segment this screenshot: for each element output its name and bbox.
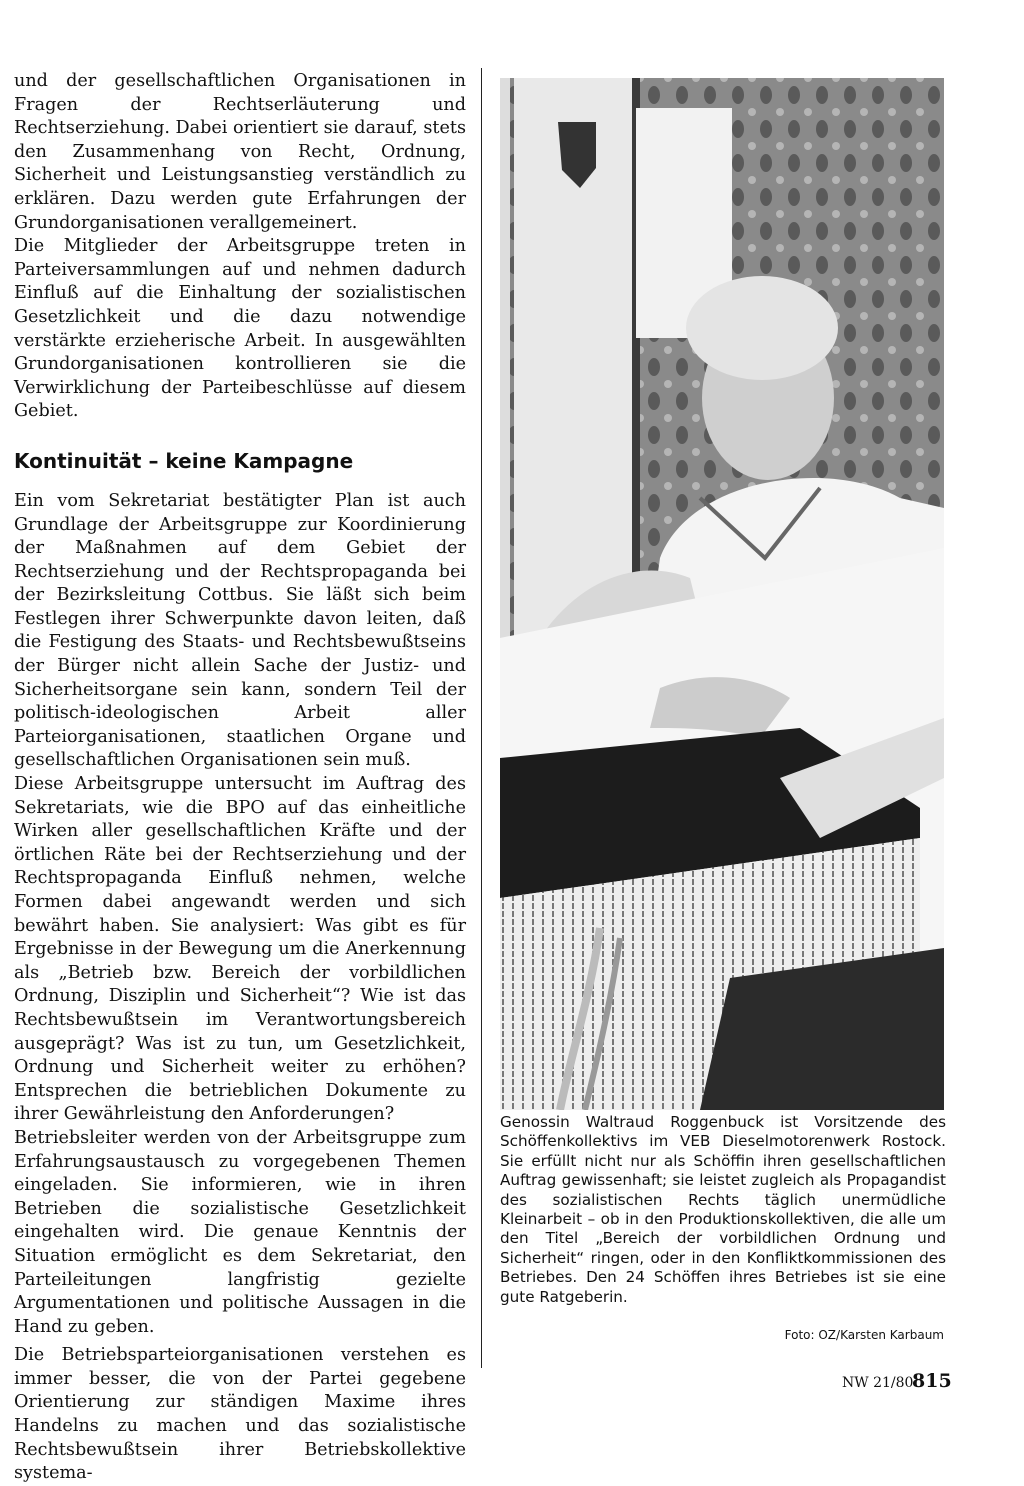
page-number: 815 (912, 1370, 952, 1392)
column-divider (481, 68, 482, 1368)
issue-label: NW 21/80 (842, 1375, 914, 1391)
article-paragraph: Die Mitglieder der Arbeitsgruppe treten in Parteiversammlungen auf und nehmen dadurch Einfluß auf die Einhaltung der sozialistischen Gesetzlichkeit und die dazu notwendige verstärkte erzieherische Arbeit. In ausgewählten Grundorganisationen kontrollieren sie die Verwirklichung der Parteibeschlüsse auf diesem Gebiet. (14, 236, 466, 422)
photo-illustration (500, 78, 944, 1110)
photo-caption: Genossin Waltraud Roggenbuck ist Vorsitzende des Schöffenkollektivs im VEB Dieselmotorenwerk Rostock. Sie erfüllt nicht nur als Schöffin ihren gesellschaftlichen Auftrag gewissenhaft; sie leistet zugleich als Propagandist des sozialistischen Rechts täglich unermüdliche Kleinarbeit – ob in den Produktionskollektiven, die alle um den Titel „Bereich der vorbildlichen Ordnung und Sicherheit“ ringen, oder in den Konfliktkommissionen des Betriebes. Den 24 Schöffen ihres Betriebes ist sie eine gute Ratgeberin. (500, 1113, 946, 1306)
article-paragraph: Diese Arbeitsgruppe untersucht im Auftrag des Sekretariats, wie die BPO auf das einheitliche Wirken aller gesellschaftlichen Kräfte und der örtlichen Räte bei der Rechtserziehung und der Rechtspropaganda Einfluß nehmen, welche Formen dabei angewandt werden und sich bewährt haben. Sie analysiert: Was gibt es für Ergebnisse in der Bewegung um die Anerkennung als „Betrieb bzw. Bereich der vorbildlichen Ordnung, Disziplin und Sicherheit“? Wie ist das Rechtsbewußtsein im Verantwortungsbereich ausgeprägt? Was ist zu tun, um Gesetzlichkeit, Ordnung und Sicherheit weiter zu erhöhen? Entsprechen die betrieblichen Dokumente zu ihrer Gewährleistung den Anforderungen? (14, 774, 466, 1125)
article-paragraph: und der gesellschaftlichen Organisationen in Fragen der Rechtserläuterung und Rechtserziehung. Dabei orientiert sie darauf, stets den Zusammenhang von Recht, Ordnung, Sicherheit und Leistungsanstieg verständlich zu erklären. Dazu werden gute Erfahrungen der Grundorganisationen verallgemeinert. (14, 71, 466, 233)
section-heading: Kontinuität – keine Kampagne (14, 448, 354, 473)
article-column (14, 70, 466, 1486)
portrait-photo (500, 78, 944, 1110)
article-paragraph: Die Betriebsparteiorganisationen verstehen es immer besser, die von der Partei gegebene Orientierung zur ständigen Maxime ihres Handelns zu machen und das sozialistische Rechtsbewußtsein ihrer Betriebskollektive systema- (14, 1345, 466, 1484)
article-paragraph: Betriebsleiter werden von der Arbeitsgruppe zum Erfahrungsaustausch zu vorgegebenen Themen eingeladen. Sie informieren, wie in ihren Betrieben die sozialistische Gesetzlichkeit eingehalten wird. Die genaue Kenntnis der Situation ermöglicht es dem Sekretariat, den Parteileitungen langfristig gezielte Argumentationen und politische Aussagen in die Hand zu geben. (14, 1127, 466, 1337)
photo-credit: Foto: OZ/Karsten Karbaum (784, 1328, 944, 1342)
article-paragraph: Ein vom Sekretariat bestätigter Plan ist auch Grundlage der Arbeitsgruppe zur Koordinierung der Maßnahmen auf dem Gebiet der Rechtserziehung und der Rechtspropaganda bei der Bezirksleitung Cottbus. Sie läßt sich beim Festlegen ihrer Schwerpunkte davon leiten, daß die Festigung des Staats- und Rechtsbewußtseins der Bürger nicht allein Sache der Justiz- und Sicherheitsorgane sein kann, sondern Teil der politisch-ideologischen Arbeit aller Parteiorganisationen, staatlichen Organe und gesellschaftlichen Organisationen sein muß. (14, 490, 466, 771)
